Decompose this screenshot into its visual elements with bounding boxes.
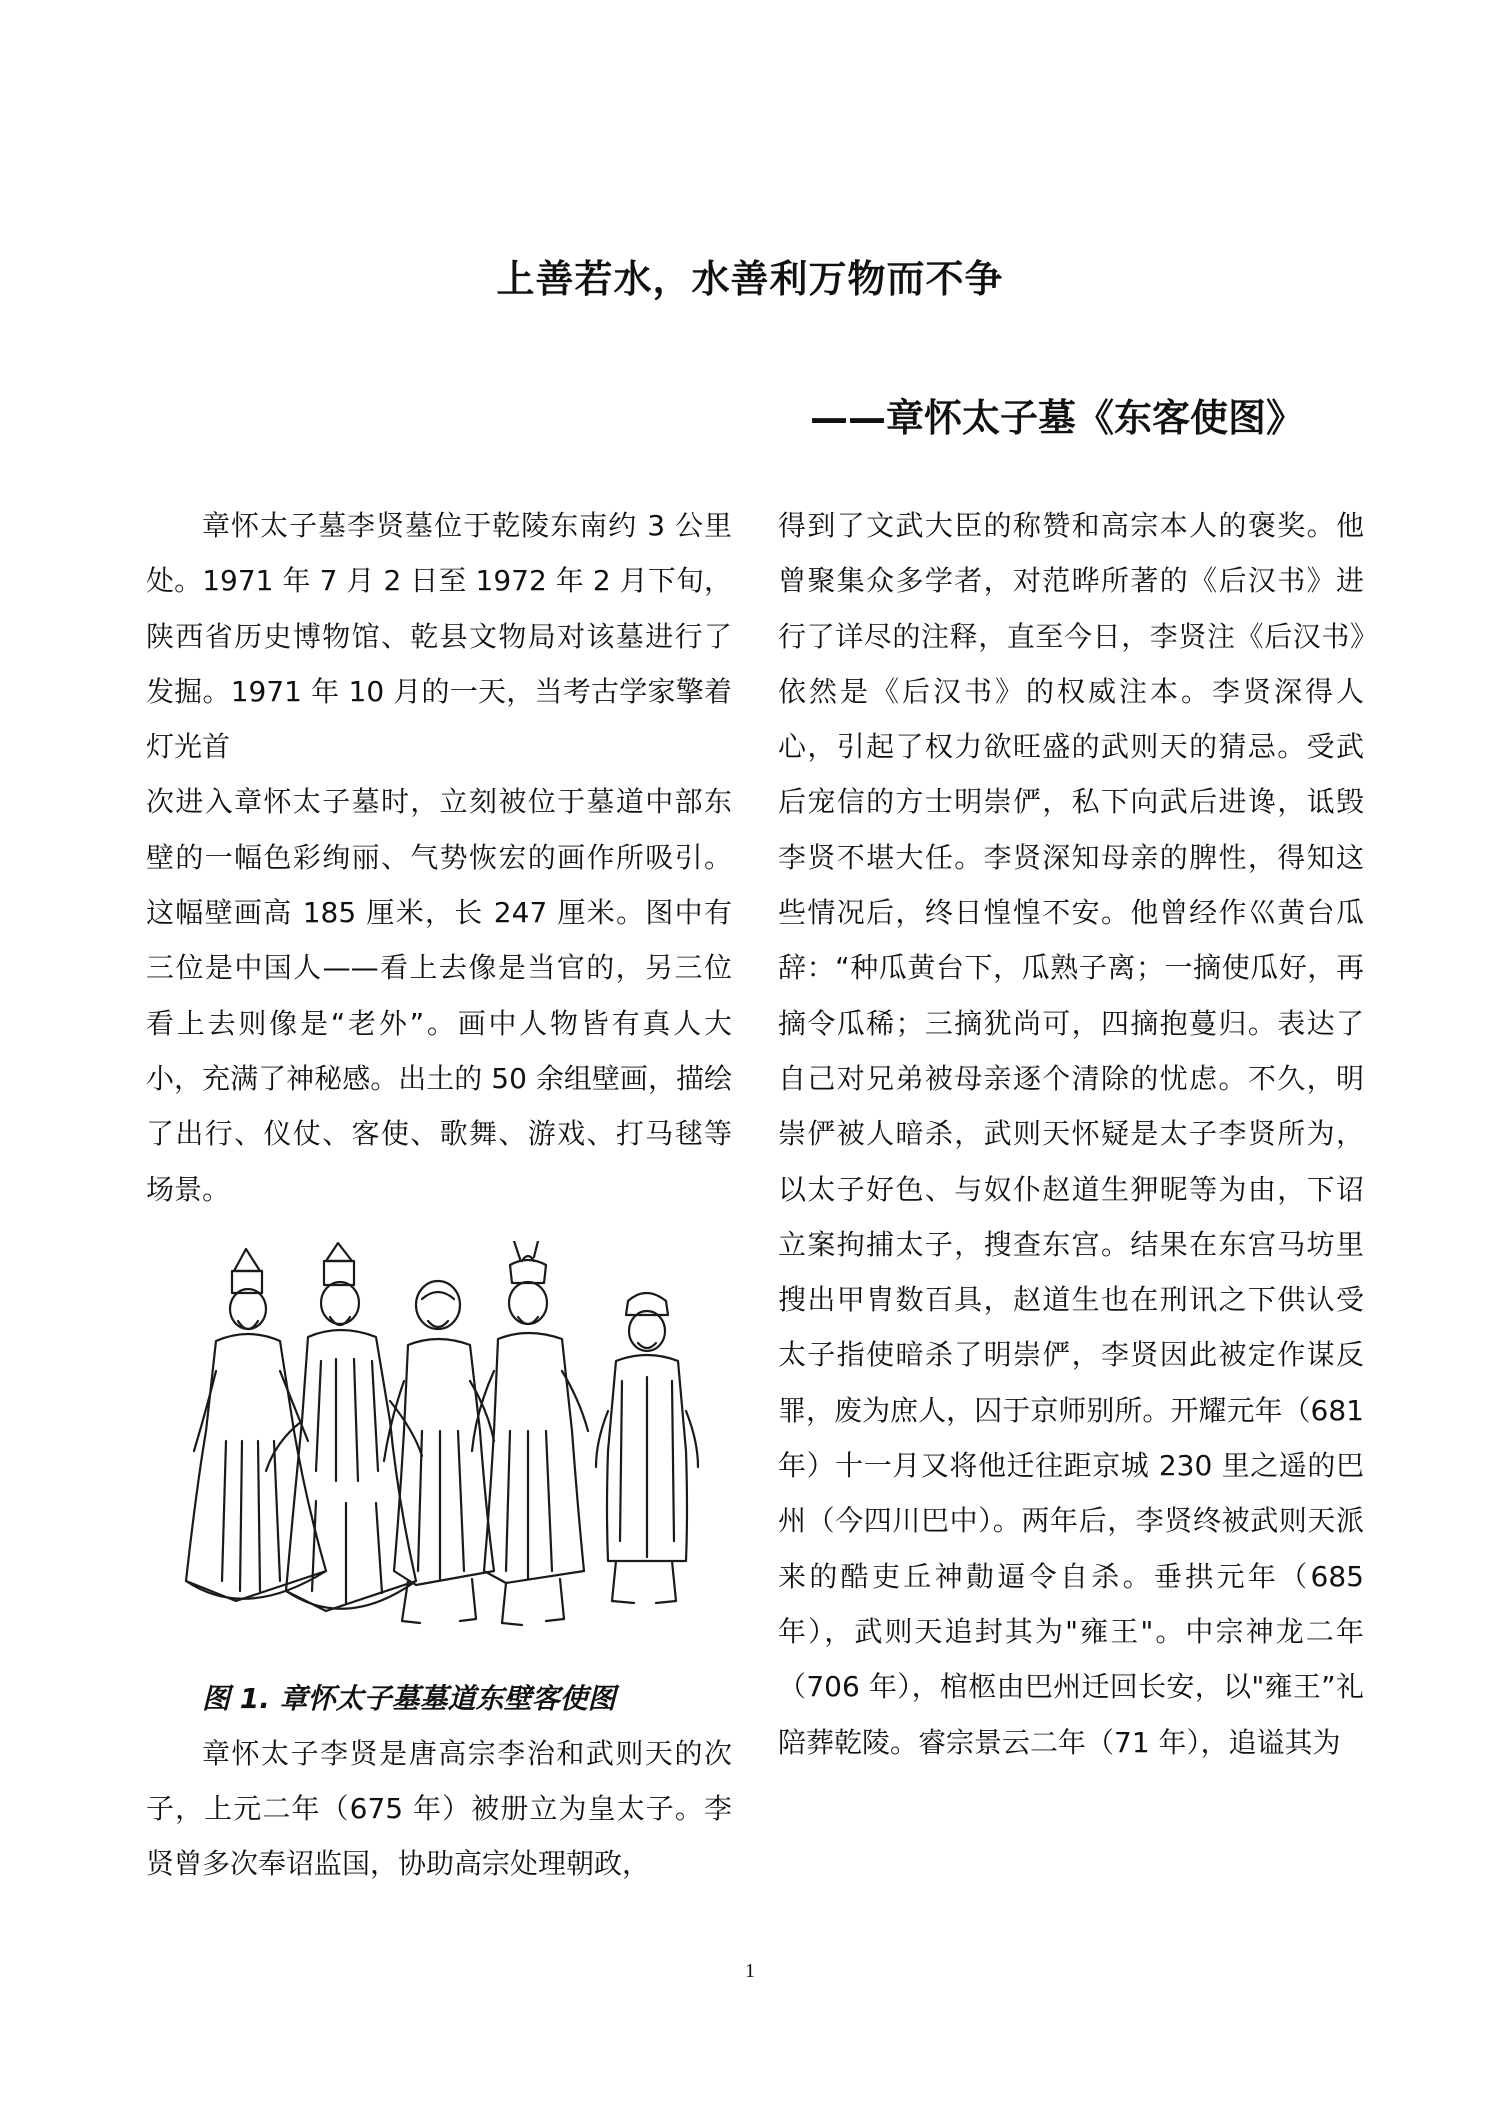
- page-number: 1: [745, 1960, 755, 1982]
- continued-paragraph: 得到了文武大臣的称赞和高宗本人的褒奖。他曾聚集众多学者，对范晔所著的《后汉书》进行了详尽的注释，直至今日，李贤注《后汉书》依然是《后汉书》的权威注本。李贤深得人心，引起了权力欲旺盛的武则天的猜忌。受武后宠信的方士明崇俨，私下向武后进谗，诋毁李贤不堪大任。李贤深知母亲的脾性，得知这些情况后，终日惶惶不安。他曾经作巛黄台瓜辞：“种瓜黄台下，瓜熟子离；一摘使瓜好，再摘令瓜稀；三摘犹尚可，四摘抱蔓归。表达了自己对兄弟被母亲逐个清除的忧虑。不久，明崇俨被人暗杀，武则天怀疑是太子李贤所为，以太子好色、与奴仆赵道生狎昵等为由，下诏立案拘捕太子，搜查东宫。结果在东宫马坊里搜出甲胄数百具，赵道生也在刑讯之下供认受太子指使暗杀了明崇俨，李贤因此被定作谋反罪，废为庶人，囚于京师别所。开耀元年（681 年）十一月又将他迁往距京城 230 里之遥的巴州（今四川巴中）。两年后，李贤终被武则天派来的酷吏丘神勣逼令自杀。垂拱元年（685 年），武则天追封其为"雍王"。中宗神龙二年（706 年），棺柩由巴州迁回长安，以"雍王”礼陪葬乾陵。睿宗景云二年（71 年），追谥其为: [778, 509, 1364, 1759]
- figure-caption: 图 1. 章怀太子墓墓道东壁客使图: [202, 1681, 616, 1715]
- page-subtitle: ——章怀太子墓《东客使图》: [809, 396, 1304, 440]
- left-column: [146, 498, 732, 1892]
- mural-figure: [146, 1241, 732, 1661]
- intro-paragraph: 章怀太子墓李贤墓位于乾陵东南约 3 公里处。1971 年 7 月 2 日至 1972 年 2 月下旬，陕西省历史博物馆、乾县文物局对该墓进行了发掘。1971 年 10 月的一天，当考古学家擎着灯光首: [146, 509, 732, 764]
- biography-paragraph: 章怀太子李贤是唐高宗李治和武则天的次子，上元二年（675 年）被册立为皇太子。李贤曾多次奉诏监国，协助高宗处理朝政，: [146, 1736, 732, 1881]
- mural-illustration: [176, 1241, 706, 1661]
- excavation-paragraph: 次进入章怀太子墓时，立刻被位于墓道中部东壁的一幅色彩绚丽、气势恢宏的画作所吸引。这幅壁画高 185 厘米，长 247 厘米。图中有三位是中国人——看上去像是当官的，另三位看上去则像是“老外”。画中人物皆有真人大小，充满了神秘感。出土的 50 余组壁画，描绘了出行、仪仗、客使、歌舞、游戏、打马毬等场景。: [146, 785, 732, 1206]
- page-title: 上善若水，水善利万物而不争: [496, 257, 1004, 301]
- right-column: [778, 498, 1364, 1770]
